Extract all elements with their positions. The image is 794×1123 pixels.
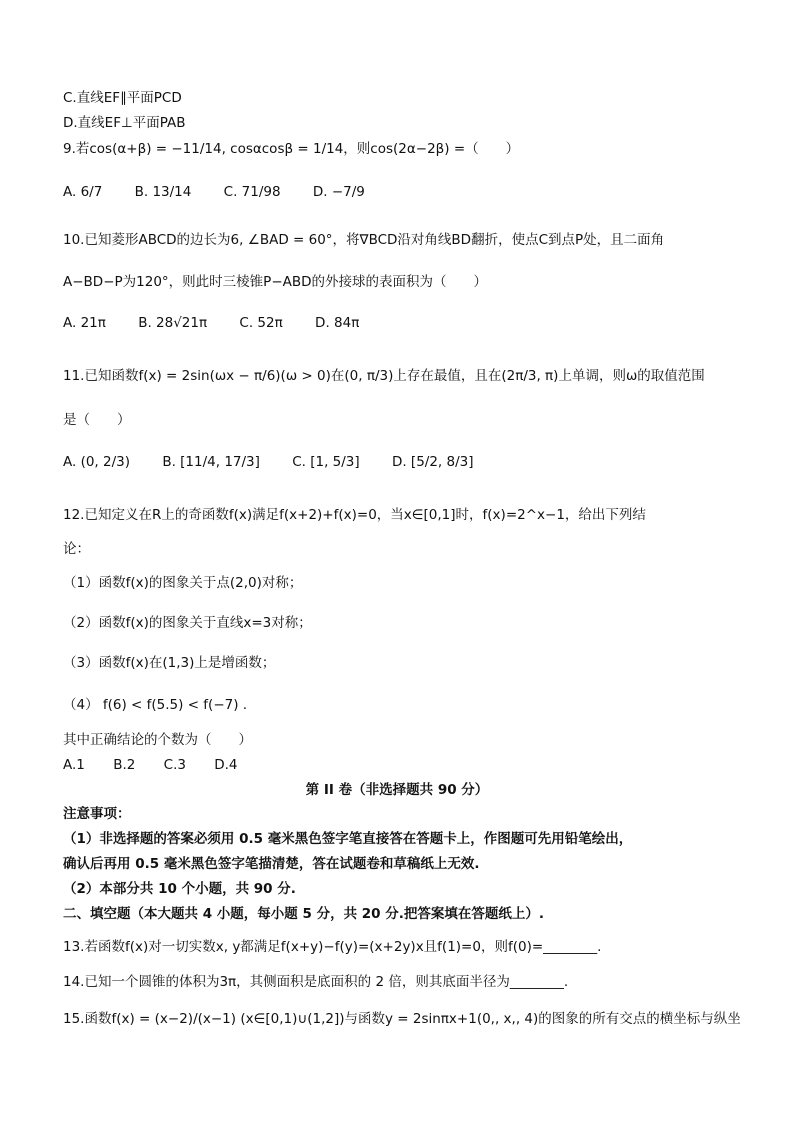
question-9: 9.若cos(α+β) = −11/14, cosαcosβ = 1/14，则cos(2α−2β) =（ ） [63,141,520,157]
question-15: 15.函数f(x) = (x−2)/(x−1) (x∈[0,1)∪(1,2])与函数y = 2sinπx+1(0,, x,, 4)的图象的所有交点的横坐标与纵坐 [63,1011,741,1027]
question-11-line2: 是（ ） [63,412,131,428]
question-14: 14.已知一个圆锥的体积为3π，其侧面积是底面积的 2 倍，则其底面半径为________. [63,974,569,990]
notice-1-line1: （1）非选择题的答案必须用 0.5 毫米黑色签字笔直接答在答题卡上，作图题可先用铅笔绘出， [63,831,633,847]
question-11-options: A. (0, 2/3) B. [11/4, 17/3] C. [1, 5/3] D. [5/2, 8/3] [63,454,474,470]
notice-title: 注意事项： [63,806,131,822]
question-12-options: A.1 B.2 C.3 D.4 [63,757,238,773]
question-11-line1: 11.已知函数f(x) = 2sin(ωx − π/6)(ω > 0)在(0, π/3)上存在最值，且在(2π/3, π)上单调，则ω的取值范围 [63,368,705,384]
option-c-line: C.直线EF∥平面PCD [63,90,182,106]
question-13: 13.若函数f(x)对一切实数x, y都满足f(x+y)−f(y)=(x+2y)x且f(1)=0，则f(0)=________. [63,939,602,955]
section-2-heading: 二、填空题（本大题共 4 小题，每小题 5 分，共 20 分.把答案填在答题纸上）. [63,906,545,922]
question-12-line1: 12.已知定义在R上的奇函数f(x)满足f(x+2)+f(x)=0，当x∈[0,1]时，f(x)=2^x−1，给出下列结 [63,507,646,523]
notice-1-line2: 确认后再用 0.5 毫米黑色签字笔描清楚，答在试题卷和草稿纸上无效. [63,856,480,872]
question-9-options: A. 6/7 B. 13/14 C. 71/98 D. −7/9 [63,184,365,200]
question-12-item4: （4） f(6) < f(5.5) < f(−7) . [63,697,248,713]
notice-2: （2）本部分共 10 个小题，共 90 分. [63,881,296,897]
question-10-line1: 10.已知菱形ABCD的边长为6, ∠BAD = 60°，将∇BCD沿对角线BD翻折，使点C到点P处，且二面角 [63,232,665,248]
question-12-item1: （1）函数f(x)的图象关于点(2,0)对称； [63,575,303,591]
question-10-options: A. 21π B. 28√21π C. 52π D. 84π [63,315,360,331]
question-12-item3: （3）函数f(x)在(1,3)上是增函数； [63,655,276,671]
question-12-item2: （2）函数f(x)的图象关于直线x=3对称； [63,615,312,631]
option-d-line: D.直线EF⊥平面PAB [63,115,186,131]
question-10-line2: A−BD−P为120°，则此时三棱锥P−ABD的外接球的表面积为（ ） [63,274,488,290]
part-2-title: 第 II 卷（非选择题共 90 分） [305,782,489,798]
question-12-prompt: 其中正确结论的个数为（ ） [63,732,252,748]
question-12-line2: 论： [63,541,90,557]
